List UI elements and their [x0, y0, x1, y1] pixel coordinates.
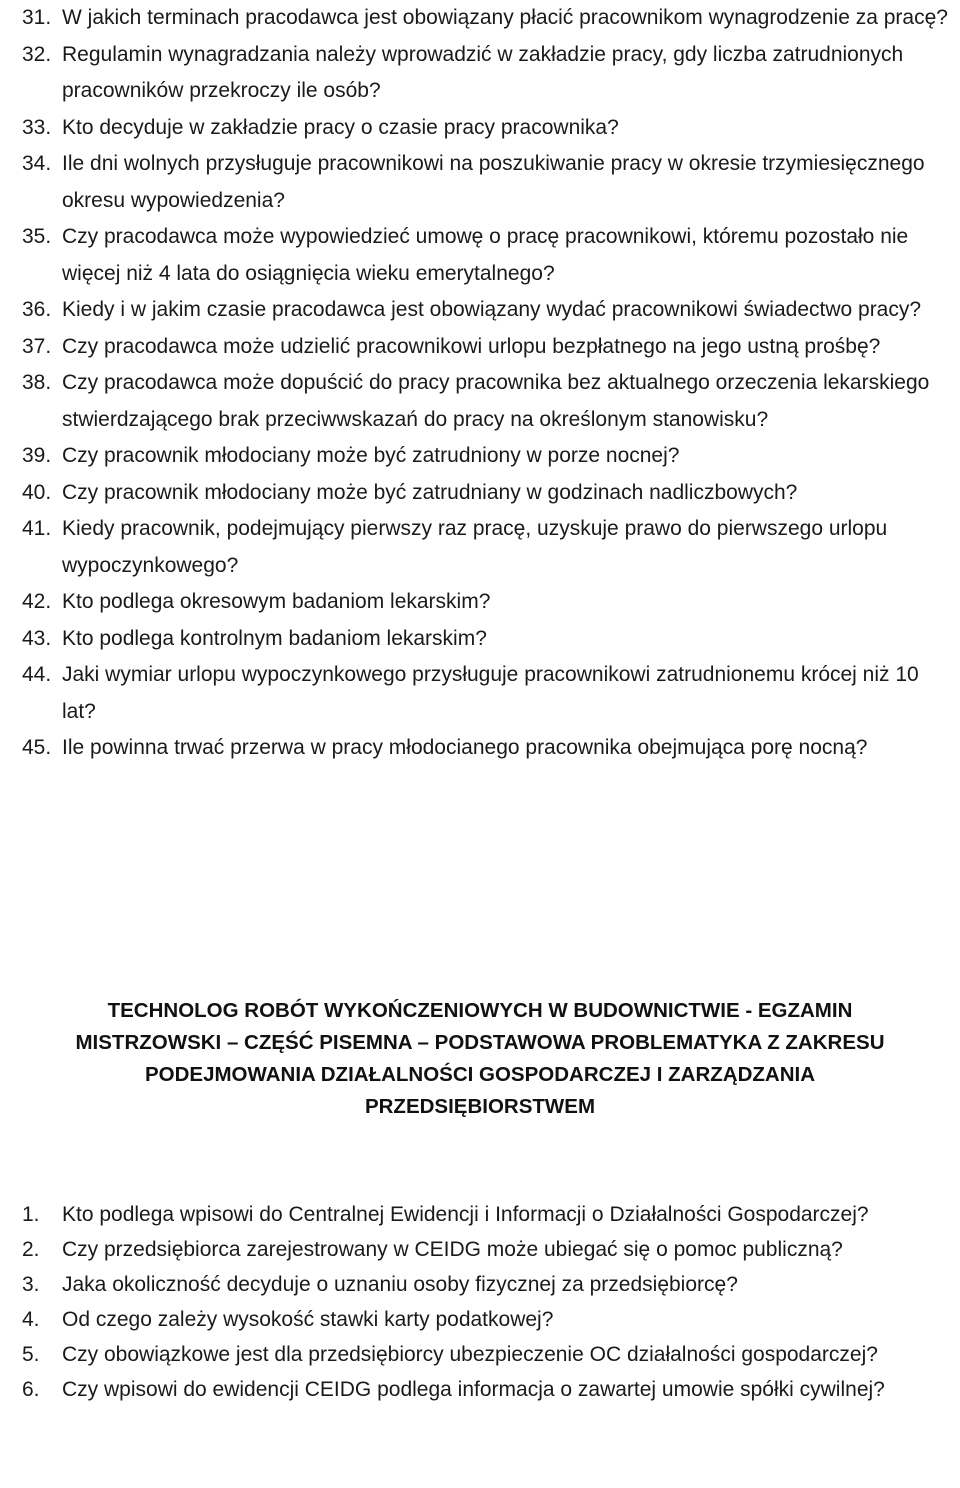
- item-text: Kiedy i w jakim czasie pracodawca jest obowiązany wydać pracownikowi świadectwo pracy?: [62, 298, 922, 321]
- item-number: 41.: [22, 517, 52, 540]
- item-text: Czy pracodawca może wypowiedzieć umowę o pracę pracownikowi, któremu pozostało nie więcej niż 4 lata do osiągnięcia wieku emerytalnego?: [62, 225, 909, 285]
- item-number: 43.: [22, 626, 52, 650]
- list-item: [0, 219, 960, 292]
- item-text: Ile dni wolnych przysługuje pracownikowi na poszukiwanie pracy w okresie trzymiesięcznego okresu wypowiedzenia?: [62, 152, 925, 212]
- item-number: 35.: [22, 225, 52, 248]
- item-text: Czy wpisowi do ewidencji CEIDG podlega informacja o zawartej umowie spółki cywilnej?: [62, 1378, 885, 1401]
- item-number: 5.: [22, 1343, 40, 1366]
- item-number: 37.: [22, 334, 52, 358]
- list-item: [0, 621, 960, 658]
- list-item: [0, 438, 960, 475]
- item-number: 6.: [22, 1378, 40, 1401]
- item-number: 31.: [22, 6, 52, 29]
- item-text: Jaka okoliczność decyduje o uznaniu osoby fizycznej za przedsiębiorcę?: [62, 1273, 738, 1296]
- list-item: [0, 511, 960, 584]
- item-text: W jakich terminach pracodawca jest obowiązany płacić pracownikom wynagrodzenie za pracę?: [62, 6, 948, 29]
- item-text: Kto podlega wpisowi do Centralnej Ewidencji i Informacji o Działalności Gospodarczej?: [62, 1203, 869, 1226]
- item-number: 39.: [22, 444, 52, 467]
- list-item: [0, 584, 960, 621]
- list-item: [0, 1302, 960, 1337]
- list-item: [0, 475, 960, 512]
- item-text: Kto podlega kontrolnym badaniom lekarskim?: [62, 626, 487, 650]
- item-text: Czy pracodawca może udzielić pracownikowi urlopu bezpłatnego na jego ustną prośbę?: [62, 334, 881, 358]
- section-heading-line: TECHNOLOG ROBÓT WYKOŃCZENIOWYCH W BUDOWNICTWIE - EGZAMIN: [107, 999, 853, 1022]
- item-number: 40.: [22, 480, 52, 504]
- item-text: Kto podlega okresowym badaniom lekarskim?: [62, 590, 491, 613]
- list-item: [0, 730, 960, 767]
- section-heading: [0, 995, 960, 1123]
- list-item: [0, 37, 960, 110]
- item-number: 2.: [22, 1238, 40, 1261]
- item-text: Jaki wymiar urlopu wypoczynkowego przysługuje pracownikowi zatrudnionemu krócej niż 10 lat?: [62, 663, 919, 723]
- list-item: [0, 365, 960, 438]
- list-item: [0, 1372, 960, 1407]
- section-heading-line: MISTRZOWSKI – CZĘŚĆ PISEMNA – PODSTAWOWA PROBLEMATYKA Z ZAKRESU: [75, 1031, 885, 1054]
- list-item: [0, 292, 960, 329]
- item-text: Kiedy pracownik, podejmujący pierwszy raz pracę, uzyskuje prawo do pierwszego urlopu wypoczynkowego?: [62, 517, 888, 577]
- item-text: Od czego zależy wysokość stawki karty podatkowej?: [62, 1308, 554, 1331]
- item-number: 36.: [22, 298, 52, 321]
- item-text: Ile powinna trwać przerwa w pracy młodocianego pracownika obejmująca porę nocną?: [62, 736, 868, 759]
- list-item: [0, 110, 960, 147]
- item-number: 4.: [22, 1308, 40, 1331]
- item-text: Czy obowiązkowe jest dla przedsiębiorcy ubezpieczenie OC działalności gospodarczej?: [62, 1343, 878, 1366]
- item-number: 38.: [22, 371, 52, 394]
- item-number: 33.: [22, 115, 52, 139]
- list-item: [0, 1197, 960, 1232]
- list-item: [0, 1267, 960, 1302]
- item-text: Czy przedsiębiorca zarejestrowany w CEIDG może ubiegać się o pomoc publiczną?: [62, 1238, 843, 1261]
- item-text: Kto decyduje w zakładzie pracy o czasie pracy pracownika?: [62, 115, 619, 139]
- item-text: Czy pracodawca może dopuścić do pracy pracownika bez aktualnego orzeczenia lekarskiego stwierdzającego brak przeciwwskazań do pracy na określonym stanowisku?: [62, 371, 930, 431]
- item-text: Czy pracownik młodociany może być zatrudniony w porze nocnej?: [62, 444, 680, 467]
- item-number: 45.: [22, 736, 52, 759]
- list-item: [0, 1337, 960, 1372]
- item-number: 32.: [22, 42, 52, 66]
- item-number: 1.: [22, 1203, 40, 1226]
- section-heading-line: PODEJMOWANIA DZIAŁALNOŚCI GOSPODARCZEJ I ZARZĄDZANIA: [144, 1063, 816, 1086]
- item-text: Czy pracownik młodociany może być zatrudniany w godzinach nadliczbowych?: [62, 480, 798, 504]
- list-item: [0, 1232, 960, 1267]
- list-item: [0, 329, 960, 366]
- item-number: 3.: [22, 1273, 40, 1296]
- item-number: 34.: [22, 152, 52, 175]
- question-list-business: [0, 1197, 960, 1407]
- section-heading-line: PRZEDSIĘBIORSTWEM: [364, 1095, 596, 1118]
- list-item: [0, 0, 960, 37]
- item-text: Regulamin wynagradzania należy wprowadzić w zakładzie pracy, gdy liczba zatrudnionych pracowników przekroczy ile osób?: [62, 42, 904, 102]
- list-item: [0, 146, 960, 219]
- item-number: 44.: [22, 663, 52, 686]
- item-number: 42.: [22, 590, 52, 613]
- list-item: [0, 657, 960, 730]
